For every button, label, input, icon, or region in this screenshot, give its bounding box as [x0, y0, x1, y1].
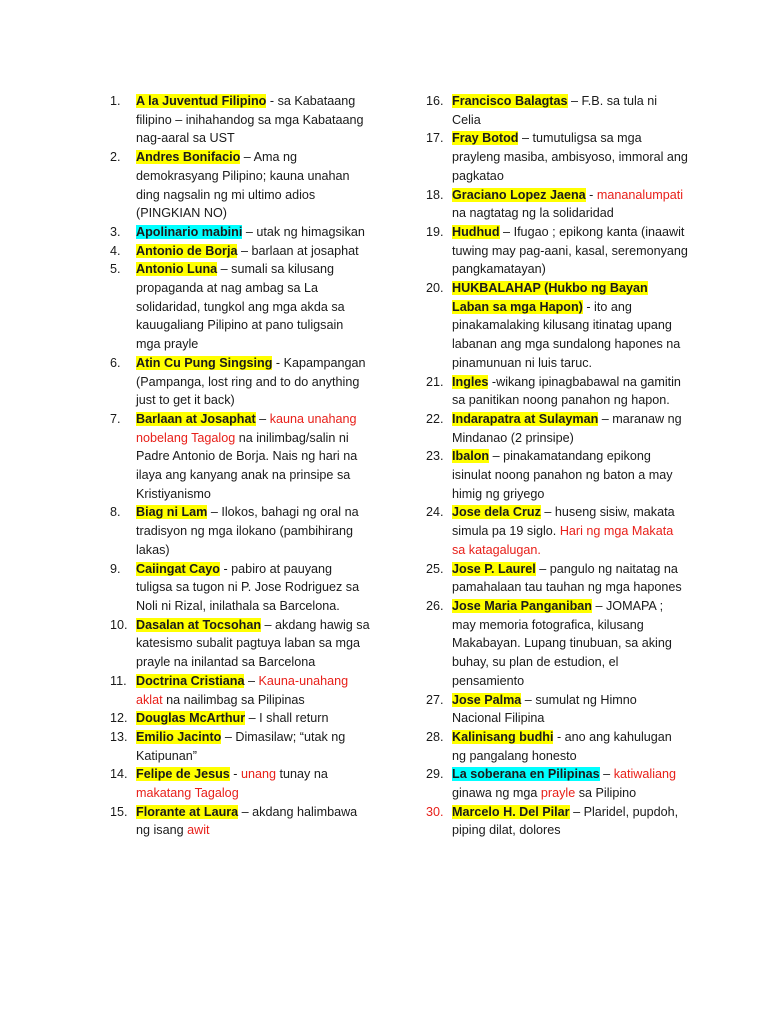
emphasis-text: katiwaliang [613, 767, 677, 782]
list-number: 12. [110, 711, 128, 726]
list-number: 25. [426, 561, 444, 576]
list-number: 20. [426, 281, 444, 296]
list-item [110, 242, 370, 261]
list-item [426, 765, 688, 802]
highlighted-term: Jose Maria Panganiban [452, 598, 592, 613]
emphasis-text: prayle [540, 786, 576, 801]
description-text: – akdang halimbawa ng isang [136, 804, 358, 838]
description-text: – Ama ng demokrasyang Pilipino; kauna unahan ding nagsalin ng mi ultimo adios (PINGKIAN NO) [136, 150, 350, 221]
list-item [426, 803, 688, 840]
description-text: – maranaw ng Mindanao (2 prinsipe) [452, 411, 682, 445]
description-text: na nagtatag ng la solidaridad [452, 206, 614, 221]
list-item [426, 129, 688, 185]
description-text: – [244, 673, 259, 688]
highlighted-term: Ibalon [452, 449, 490, 464]
list-item [426, 279, 688, 373]
highlighted-term: Caiingat Cayo [136, 561, 220, 576]
list-item [426, 503, 688, 559]
emphasis-text: mananalumpati [596, 187, 683, 202]
description-text: - [585, 187, 597, 202]
description-text: - sa Kabataang filipino – inihahandog sa mga Kabataang nag-aaral sa UST [136, 94, 364, 146]
emphasis-text: awit [187, 823, 210, 838]
highlighted-term: Indarapatra at Sulayman [452, 411, 599, 426]
right-column [426, 92, 688, 840]
description-text: – pangulo ng naitatag na pamahalaan tau tauhan ng mga hapones [452, 561, 682, 595]
highlighted-term: Jose dela Cruz [452, 505, 541, 520]
description-text: - ito ang pinakamalaking kilusang itinatag upang labanan ang mga sundalong hapones na pinamunuan ni luis taruc. [452, 299, 681, 370]
highlighted-term: La soberana en Pilipinas [452, 767, 600, 782]
description-text: ginawa ng mga [452, 786, 541, 801]
list-item [426, 691, 688, 728]
highlighted-term: Jose Palma [452, 692, 522, 707]
description-text: – akdang hawig sa katesismo subalit pagtuya laban sa mga prayle na inilantad sa Barcelona [136, 617, 370, 670]
list-item [426, 223, 688, 279]
highlighted-term: Felipe de Jesus [136, 767, 230, 782]
list-number: 8. [110, 505, 121, 520]
list-number: 27. [426, 692, 444, 707]
description-text: – JOMAPA ; may memoria fotografica, kilusang Makabayan. Lupang tinubuan, sa aking buhay, su plan de estudion, el pensamiento [452, 598, 672, 688]
list-item [426, 560, 688, 597]
list-number: 10. [110, 617, 128, 632]
description-text: – [255, 411, 270, 426]
highlighted-term: Marcelo H. Del Pilar [452, 804, 570, 819]
list-number: 29. [426, 767, 444, 782]
emphasis-text: Kauna-unahang aklat [136, 673, 349, 707]
description-text: – Ilokos, bahagi ng oral na tradisyon ng mga ilokano (pambihirang lakas) [136, 505, 359, 557]
list-number: 15. [110, 804, 128, 819]
emphasis-text: kauna unahang nobelang Tagalog [136, 411, 357, 445]
list-number: 7. [110, 411, 121, 426]
list-item [110, 92, 370, 148]
highlighted-term: Andres Bonifacio [136, 150, 241, 165]
list-number: 19. [426, 224, 444, 239]
highlighted-term: Kalinisang budhi [452, 729, 554, 744]
list-item [426, 92, 688, 129]
highlighted-term: A la Juventud Filipino [136, 94, 267, 108]
list-item [426, 186, 688, 223]
list-number: 9. [110, 561, 121, 576]
description-text: – Ifugao ; epikong kanta (inaawit tuwing may pag-aani, kasal, seremonyang pangkamatayan) [452, 224, 688, 277]
description-text: – Plaridel, pupdoh, piping dilat, dolores [452, 804, 679, 838]
highlighted-term: Douglas McArthur [136, 711, 246, 726]
list-number: 4. [110, 243, 121, 258]
list-number: 11. [110, 673, 127, 688]
list-number: 24. [426, 505, 444, 520]
highlighted-term: Barlaan at Josaphat [136, 411, 256, 426]
list-number: 28. [426, 729, 444, 744]
highlighted-term: Ingles [452, 374, 489, 389]
description-text: – barlaan at josaphat [237, 243, 359, 258]
list-item [110, 728, 370, 765]
description-text: – utak ng himagsikan [242, 224, 365, 239]
emphasis-text: makatang Tagalog [136, 786, 239, 801]
emphasis-text: Hari ng mga Makata sa katagalugan. [452, 524, 674, 557]
description-text: - Kapampangan (Pampanga, lost ring and to do anything just to get it back) [136, 355, 366, 408]
description-text: – Dimasilaw; “utak ng Katipunan” [136, 729, 346, 763]
highlighted-term: Antonio de Borja [136, 243, 238, 258]
list-item [110, 503, 370, 559]
list-item [426, 728, 688, 765]
description-text: na inilimbag/salin ni Padre Antonio de Borja. Nais ng hari na ilaya ang kanyang anak na prinsipe sa Kristiyanismo [136, 430, 358, 501]
highlighted-term: Dasalan at Tocsohan [136, 617, 262, 632]
list-number: 22. [426, 411, 444, 426]
description-text: – F.B. sa tula ni Celia [452, 94, 658, 127]
list-number: 23. [426, 449, 444, 464]
highlighted-term: Fray Botod [452, 131, 519, 146]
highlighted-term: Biag ni Lam [136, 505, 208, 520]
list-item [110, 410, 370, 504]
list-number: 3. [110, 224, 121, 239]
highlighted-term: Apolinario mabini [136, 224, 243, 239]
highlighted-term: Antonio Luna [136, 262, 218, 277]
list-number: 21. [426, 374, 444, 389]
description-text: - pabiro at pauyang tuligsa sa tugon ni P. Jose Rodriguez sa Noli ni Rizal, inilathala sa Barcelona. [136, 561, 360, 613]
description-text: – tumutuligsa sa mga prayleng masiba, ambisyoso, immoral ang pagkatao [452, 131, 688, 183]
highlighted-term: Hudhud [452, 224, 500, 239]
list-number: 16. [426, 94, 444, 108]
list-item [110, 803, 370, 840]
description-text: – sumulat ng Himno Nacional Filipina [452, 692, 637, 726]
list-item [426, 373, 688, 410]
list-item [426, 447, 688, 503]
list-item [426, 597, 688, 691]
highlighted-term: Florante at Laura [136, 804, 239, 819]
list-item [110, 260, 370, 354]
list-item [110, 148, 370, 223]
highlighted-term: Doctrina Cristiana [136, 673, 245, 688]
list-item [110, 223, 370, 242]
description-text: tunay na [276, 767, 328, 782]
list-number: 30. [426, 804, 444, 819]
list-number: 1. [110, 94, 121, 108]
description-text: – I shall return [245, 711, 329, 726]
description-text: sa Pilipino [575, 786, 637, 801]
list-number: 26. [426, 598, 444, 613]
list-number: 14. [110, 767, 128, 782]
description-text: – [599, 767, 614, 782]
highlighted-term: Atin Cu Pung Singsing [136, 355, 273, 370]
list-number: 5. [110, 262, 121, 277]
highlighted-term: HUKBALAHAP (Hukbo ng Bayan Laban sa mga Hapon) [452, 281, 648, 314]
list-item [110, 354, 370, 410]
list-item [426, 410, 688, 447]
list-item [110, 765, 370, 802]
highlighted-term: Jose P. Laurel [452, 561, 536, 576]
list-number: 17. [426, 131, 444, 146]
highlighted-term: Emilio Jacinto [136, 729, 222, 744]
list-number: 13. [110, 729, 128, 744]
list-item [110, 709, 370, 728]
list-item [110, 560, 370, 616]
list-number: 2. [110, 150, 121, 165]
highlighted-term: Graciano Lopez Jaena [452, 187, 586, 202]
description-text: -wikang ipinagbabawal na gamitin sa panitikan noong panahon ng hapon. [452, 374, 681, 408]
list-number: 6. [110, 355, 121, 370]
description-text: - ano ang kahulugan ng pangalang honesto [452, 729, 672, 763]
list-item [110, 616, 370, 672]
description-text: – huseng sisiw, makata simula pa 19 siglo. [452, 505, 675, 539]
emphasis-text: unang [241, 767, 277, 782]
description-text: na nailimbag sa Pilipinas [162, 692, 305, 707]
description-text: – sumali sa kilusang propaganda at nag ambag sa La solidaridad, tungkol ang mga akda sa kauugaliang Pilipino at pano tuligsain mga prayle [136, 262, 345, 352]
list-item [110, 672, 370, 709]
description-text: – pinakamatandang epikong isinulat noong panahon ng baton a may himig ng griyego [452, 449, 673, 501]
description-text: - [229, 767, 241, 782]
highlighted-term: Francisco Balagtas [452, 94, 568, 108]
list-number: 18. [426, 187, 444, 202]
left-column [110, 92, 370, 840]
